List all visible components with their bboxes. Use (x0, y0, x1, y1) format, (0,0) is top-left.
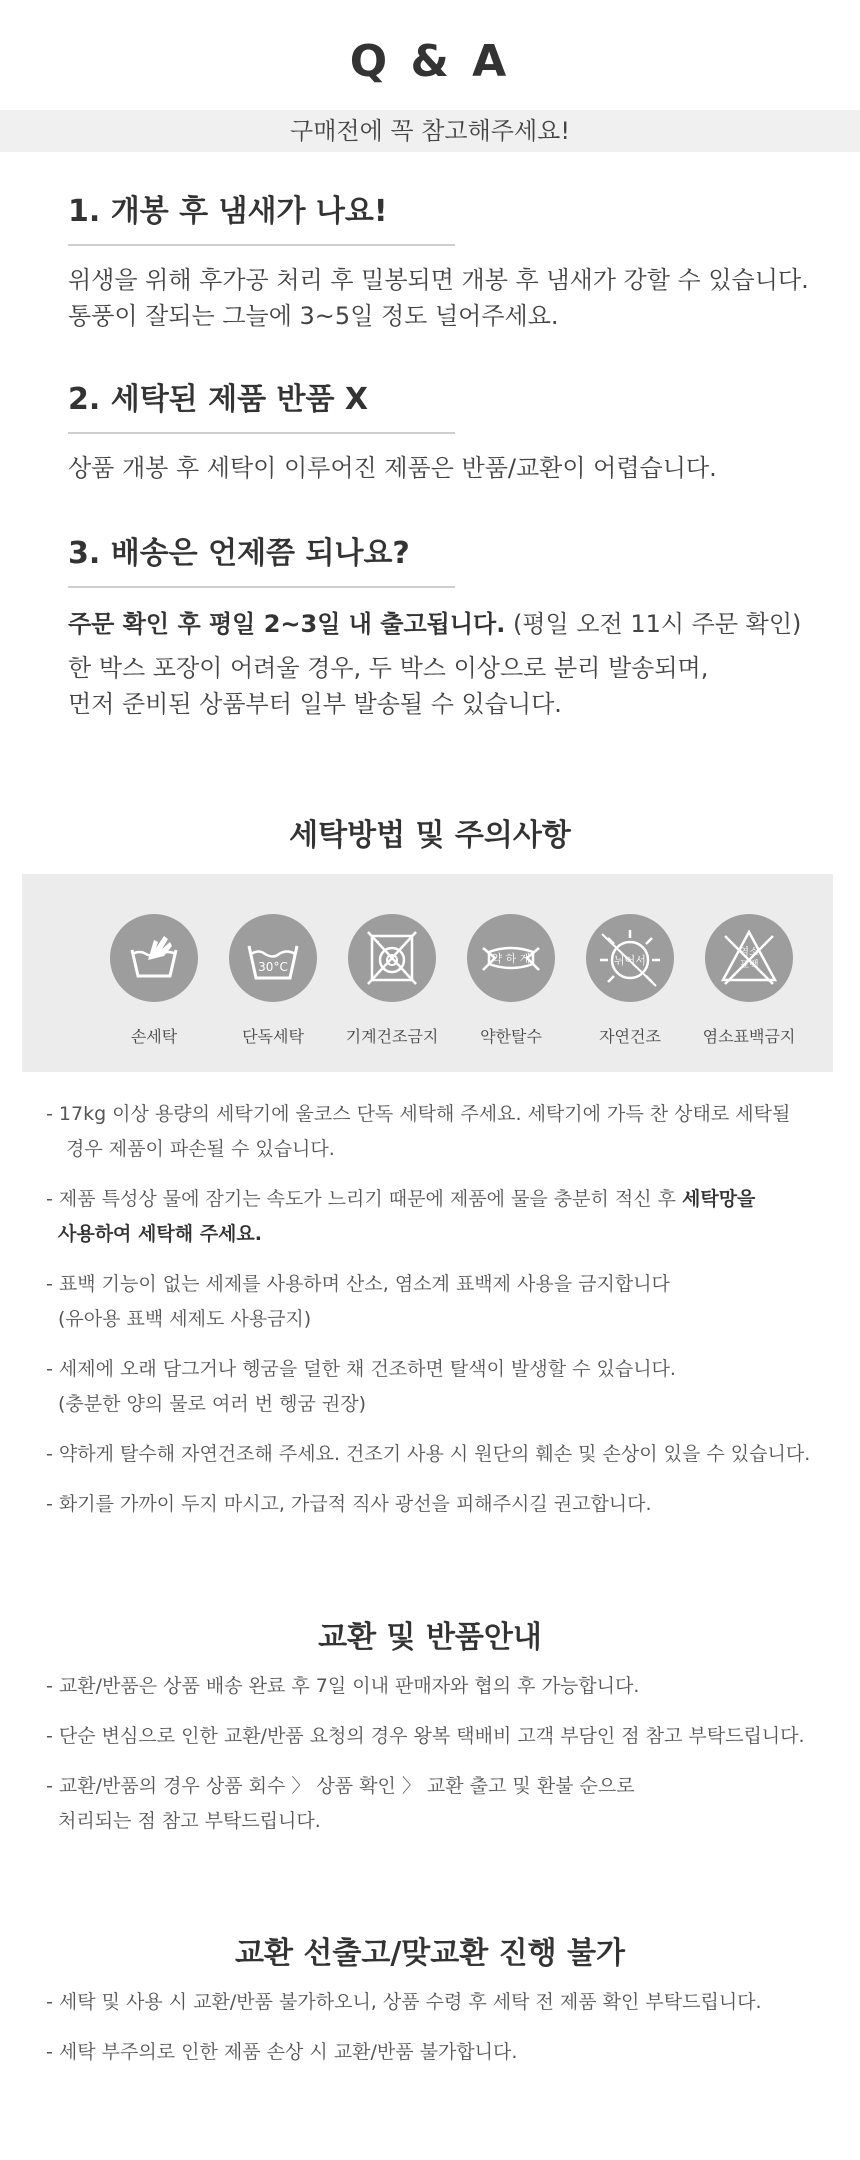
question-heading: 2. 세탁된 제품 반품 X (68, 382, 369, 417)
note-line: - 교환/반품의 경우 상품 회수 〉 상품 확인 〉 교환 출고 및 환불 순으로 (46, 1775, 635, 1797)
shade-dry-icon (586, 914, 674, 1002)
divider (68, 432, 455, 434)
exchange-notes (46, 1669, 836, 1854)
note-line: - 세제에 오래 담그거나 헹굼을 덜한 채 건조하면 탈색이 발생할 수 있습니다. (46, 1358, 676, 1380)
qa-item-1 (68, 192, 828, 334)
answer-text: 통풍이 잘되는 그늘에 3~5일 정도 널어주세요. (68, 302, 559, 330)
care-label: 단독세탁 (242, 1027, 304, 1046)
note-line (46, 1217, 836, 1252)
note-line-bold: 사용하여 세탁해 주세요. (58, 1223, 262, 1245)
note-line: (충분한 양의 물로 여러 번 헹굼 권장) (58, 1393, 367, 1415)
washing-notes (46, 1097, 836, 1537)
note-line: (유아용 표백 세제도 사용금지) (58, 1308, 312, 1330)
care-symbols-panel (22, 874, 833, 1072)
care-item-no-bleach (679, 914, 819, 1047)
note-line: - 화기를 가까이 두지 마시고, 가급적 직사 광선을 피해주시길 권고합니다. (46, 1493, 652, 1515)
spin-text: 약 하 게 (491, 952, 531, 965)
note-item (46, 2035, 836, 2070)
qa-title: Q & A (349, 36, 511, 87)
qa-item-2 (68, 380, 828, 486)
washing-section-title: 세탁방법 및 주의사항 (289, 818, 571, 853)
question-heading: 3. 배송은 언제쯤 되나요? (68, 536, 410, 571)
note-item (46, 1669, 836, 1704)
note-line: - 단순 변심으로 인한 교환/반품 요청의 경우 왕복 택배비 고객 부담인 점 참고 부탁드립니다. (46, 1725, 805, 1747)
answer-text: 먼저 준비된 상품부터 일부 발송될 수 있습니다. (68, 690, 562, 718)
note-line-text: - 제품 특성상 물에 잠기는 속도가 느리기 때문에 제품에 물을 충분히 적신 후 (46, 1188, 682, 1210)
exchange-section-title: 교환 및 반품안내 (318, 1620, 542, 1655)
care-label: 기계건조금지 (345, 1027, 439, 1046)
note-item (46, 1769, 836, 1839)
wash-30c-icon (229, 914, 317, 1002)
note-item (46, 1352, 836, 1422)
care-label: 손세탁 (130, 1027, 178, 1046)
note-line: - 표백 기능이 없는 세제를 사용하며 산소, 염소계 표백제 사용을 금지합니다 (46, 1273, 670, 1295)
qa-subtitle-banner: 구매전에 꼭 참고해주세요! (0, 110, 860, 152)
note-line-bold: 세탁망을 (682, 1188, 756, 1210)
wash-temp-text: 30°C (258, 960, 288, 974)
no-bleach-icon (705, 914, 793, 1002)
shade-dry-text: 뉘어서 (614, 954, 646, 967)
note-line: - 17kg 이상 용량의 세탁기에 울코스 단독 세탁해 주세요. 세탁기에 가득 찬 상태로 세탁될 (46, 1103, 791, 1125)
divider (68, 586, 455, 588)
note-item (46, 1267, 836, 1337)
answer-text: 상품 개봉 후 세탁이 이루어진 제품은 반품/교환이 어렵습니다. (68, 454, 717, 482)
note-line: - 교환/반품은 상품 배송 완료 후 7일 이내 판매자와 협의 후 가능합니다. (46, 1675, 640, 1697)
question-heading: 1. 개봉 후 냄새가 나요! (68, 194, 388, 229)
note-item (46, 1719, 836, 1754)
qa-item-3 (68, 534, 828, 722)
care-label: 자연건조 (599, 1027, 661, 1046)
care-label: 약한탈수 (480, 1027, 542, 1046)
divider (68, 244, 455, 246)
no-tumble-dry-icon (348, 914, 436, 1002)
note-item (46, 1097, 836, 1167)
gentle-spin-icon (467, 914, 555, 1002)
answer-text: 한 박스 포장이 어려울 경우, 두 박스 이상으로 분리 발송되며, (68, 654, 709, 682)
no-advance-section-title: 교환 선출고/맞교환 진행 불가 (234, 1936, 626, 1971)
care-label: 염소표백금지 (702, 1027, 796, 1046)
note-line: - 세탁 및 사용 시 교환/반품 불가하오니, 상품 수령 후 세탁 전 제품 확인 부탁드립니다. (46, 1991, 762, 2013)
no-bleach-text: 염소 표백 (739, 947, 759, 971)
note-item (46, 1487, 836, 1522)
no-advance-notes (46, 1985, 836, 2085)
note-line: - 세탁 부주의로 인한 제품 손상 시 교환/반품 불가합니다. (46, 2041, 518, 2063)
note-item (46, 1437, 836, 1472)
note-item (46, 1182, 836, 1252)
note-line: - 약하게 탈수해 자연건조해 주세요. 건조기 사용 시 원단의 훼손 및 손상이 있을 수 있습니다. (46, 1443, 811, 1465)
note-line: 경우 제품이 파손될 수 있습니다. (66, 1138, 335, 1160)
note-line: 처리되는 점 참고 부탁드립니다. (58, 1810, 321, 1832)
answer-text: 위생을 위해 후가공 처리 후 밀봉되면 개봉 후 냄새가 강할 수 있습니다. (68, 266, 809, 294)
answer-bold-text: 주문 확인 후 평일 2~3일 내 출고됩니다. (68, 610, 506, 638)
note-item (46, 1985, 836, 2020)
note-line (46, 1182, 836, 1217)
answer-note-text: (평일 오전 11시 주문 확인) (505, 610, 802, 638)
answer-highlight (68, 606, 828, 642)
hand-wash-icon (110, 914, 198, 1002)
